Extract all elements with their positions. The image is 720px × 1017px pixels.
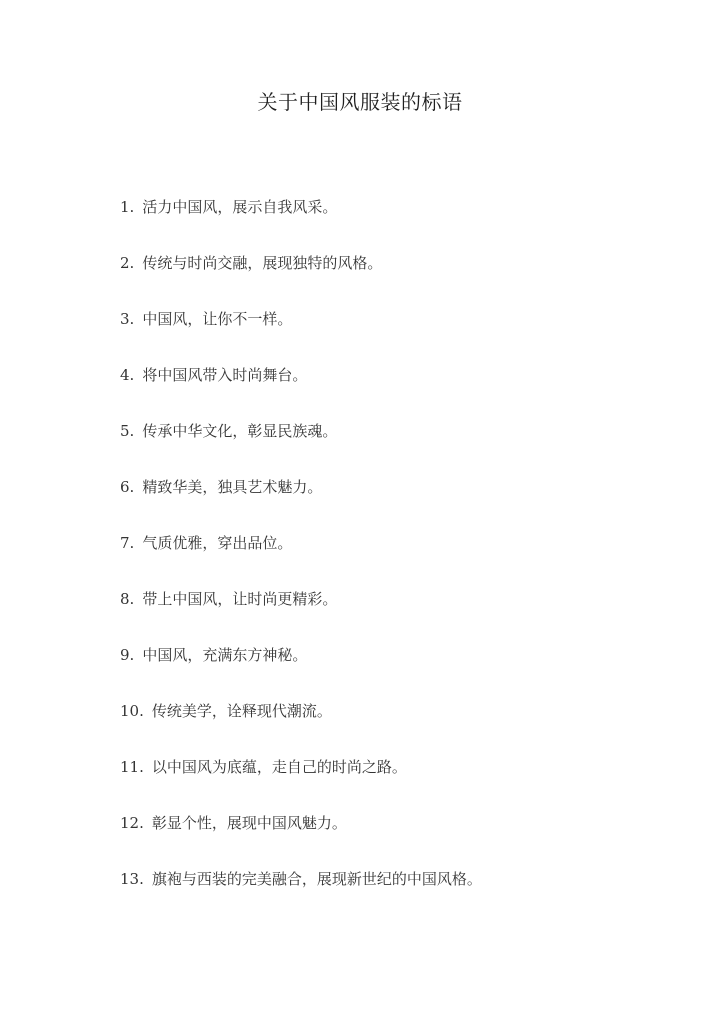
list-item xyxy=(120,364,680,420)
list-item xyxy=(120,868,680,924)
list-item-text: 活力中国风，展示自我风采。 xyxy=(142,198,338,216)
list-item-text: 气质优雅，穿出品位。 xyxy=(142,534,293,552)
list-item xyxy=(120,532,680,588)
slogan-list xyxy=(120,196,680,924)
list-item xyxy=(120,644,680,700)
list-item-number: 8. xyxy=(120,590,135,608)
document-title: 关于中国风服装的标语 xyxy=(257,90,463,114)
list-item-number: 7. xyxy=(120,534,135,552)
list-item-text: 旗袍与西装的完美融合，展现新世纪的中国风格。 xyxy=(151,870,482,888)
list-item xyxy=(120,476,680,532)
list-item-number: 6. xyxy=(120,478,135,496)
list-item-text: 精致华美，独具艺术魅力。 xyxy=(142,478,323,496)
list-item-text: 中国风，让你不一样。 xyxy=(142,310,293,328)
list-item xyxy=(120,588,680,644)
list-item-number: 3. xyxy=(120,310,135,328)
list-item-number: 9. xyxy=(120,646,135,664)
list-item-text: 以中国风为底蕴，走自己的时尚之路。 xyxy=(151,758,407,776)
list-item-number: 1. xyxy=(120,198,135,216)
list-item-text: 将中国风带入时尚舞台。 xyxy=(142,366,308,384)
list-item xyxy=(120,196,680,252)
list-item xyxy=(120,252,680,308)
list-item-number: 12. xyxy=(120,814,144,832)
list-item-number: 2. xyxy=(120,254,135,272)
list-item-text: 中国风，充满东方神秘。 xyxy=(142,646,308,664)
list-item-text: 传统美学，诠释现代潮流。 xyxy=(151,702,332,720)
list-item-number: 13. xyxy=(120,870,144,888)
list-item xyxy=(120,756,680,812)
list-item-number: 10. xyxy=(120,702,144,720)
list-item-number: 4. xyxy=(120,366,135,384)
list-item xyxy=(120,812,680,868)
list-item-text: 带上中国风，让时尚更精彩。 xyxy=(142,590,338,608)
list-item-number: 11. xyxy=(120,758,144,776)
list-item-number: 5. xyxy=(120,422,135,440)
list-item-text: 传承中华文化，彰显民族魂。 xyxy=(142,422,338,440)
list-item-text: 传统与时尚交融，展现独特的风格。 xyxy=(142,254,383,272)
list-item xyxy=(120,308,680,364)
list-item xyxy=(120,700,680,756)
list-item-text: 彰显个性，展现中国风魅力。 xyxy=(151,814,347,832)
list-item xyxy=(120,420,680,476)
